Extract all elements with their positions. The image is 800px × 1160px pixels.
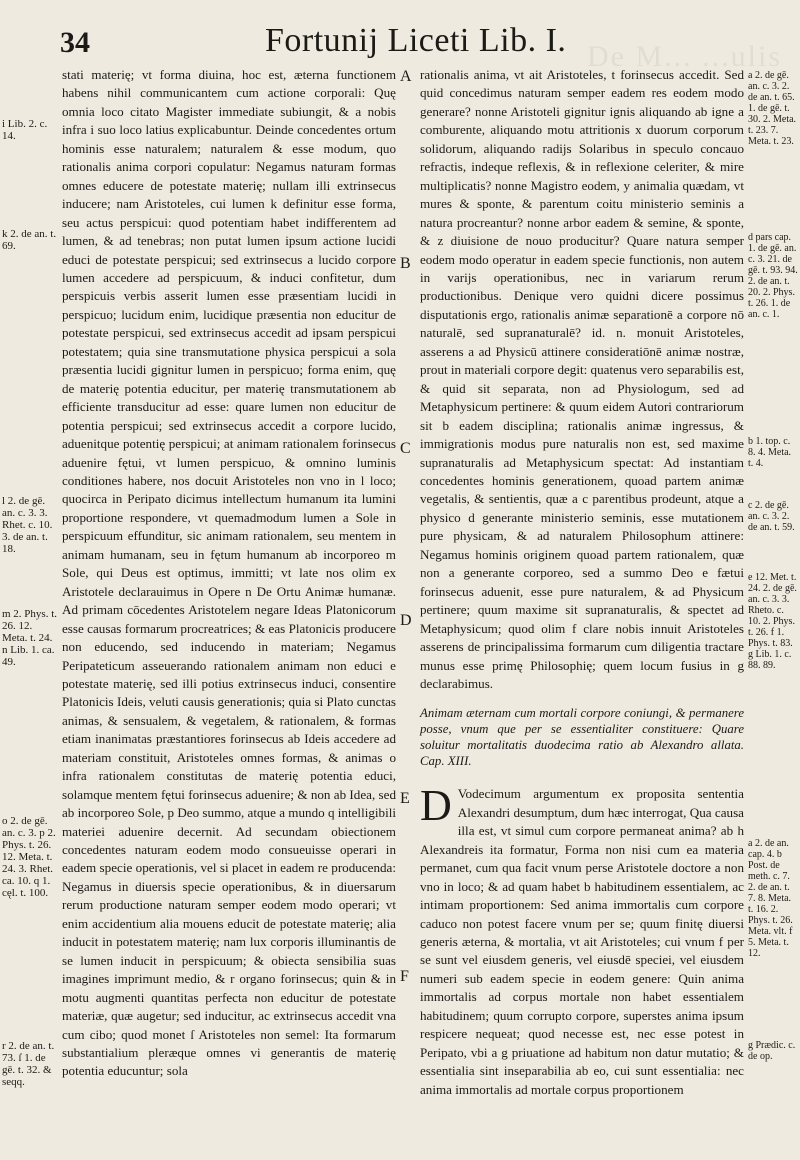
left-column-text: stati materię; vt forma diuina, hoc est, æterna functionem habens nihil communicantem cum actione corporali: Quę omnia loco citato Magister immediate subiungit, & a nobis infra i suo loco latius explicabuntur. Deinde concedentes ortum hominis esse naturalem; naturalem & esse modum, quo rationalis anima corpori copulatur: Negamus naturam formas omnes educere de potestate materię; nullam illi extrinsecus inducere; nam Aristoteles, cui lumen k definitur esse forma, seu actus perspicui: quod potentiam habet indifferentem ad lumen, & ad tenebras; non putat lumen ipsum actione lucidi educi de potestate perspicui; sed extrinsecus a lucido corpore lumen accedere ad perspicuum, & induci confitetur, dum perspicuis verbis asserit lumen esse præsentiam lucidi in perspicuo; lucidum enim, lucidique præsentia non educitur de potestate perspicui, sed extrinsecus accedit ad ipsam perspicui potestatem; quia sine transmutatione physica perspicui a sola præsentia lucidi gignitur lumen in perspicuo; forma enim, quę de materię potentia educitur, per materię transmutationem ab efficiente transducitur ad esse: quare lumen non educitur de potentia perspicui; sed extrinsecus accedit a corpore lucido, aduenitque potentię perspicui; at animam rationalem forinsecus aduenire fętui, vt lumen perspicuo, & omnino luminis conditiones habere, nos docuit Aristoteles non vno in l loco; quocirca in Peripato dicimus intellectum humanum ita lumini proportione respondere, vt quemadmodum lumen a Sole in perspicuum effunditur, sic animam rationalem, seu mentem in animam humanam, seu in fętum humanum ab incorporeo m Sole, qui Deus est optimus, immitti; vt late nos olim ex Aristotele declarauimus in Opere n De Ortu Animæ humanæ. Ad primam cōcedentes Aristotelem negare Ideas Platonicorum esse causas formarum procreatrices; & eas Platonicis producere non educendo, sed inducendo in materiam; Negamus Peripateticum asseuerando rationalem animam non educi e potestate materię, sed illi potius extrinsecus induci, consentire Platonicis Ideis, veluti causis generationis; quia si Plato cunctas animas, & sensualem, & vegetalem, & rationalem, & formas etiam inanimatas præstantiores forinsecus ab Ideis accedere ad materiam constituit, Aristoteles omnes formas, & animas o infra rationalem constitutas de materię potentia educi, solamque mentem fętui forinsecus aduenire; & non ab Idea, sed ab incorporeo Sole, p Deo summo, atque a mundo q intelligibili materiei aduenire decernit. Ad secundam obiectionem concedentes naturam eodem modo consueuisse operari in eadem specie operationis, vel si placet in eadem re producenda: Negamus in diuersis specie operationibus, & in diuersarum rerum productione naturam semper eodem modo operari; vt enim accidentium alia mouens educit de potestate materię; alia inducit in potestatem materię; nam lux corporis illuminantis de se lumen inducit in perspicuum; & obiecta sensibilia suas imagines imprimunt medio, & r organo forinsecus; quin & in motu augmenti quantitas perfecta non educitur de potestate materiæ, quæ augetur; sed inducitur, ac extrinsecus accedit vna cum cibo; quod monet ſ Aristoteles non semel: Ita formarum substantialium pleræque omnes vi generantis de materię potentia educuntur; sola — [62, 67, 396, 1079]
page-header — [60, 22, 680, 68]
margin-note: a 2. de an. cap. 4. b Post. de meth. c. 7. 2. de an. t. 7. 8. Meta. t. 16. 2. Phys. t. 26. Meta. vlt. f 5. Meta. t. 12. — [748, 838, 793, 959]
margin-note: r 2. de an. t. 73. ſ 1. de gē. t. 32. & seqq. — [2, 1040, 55, 1088]
margin-note: c 2. de gē. an. c. 3. 2. de an. t. 59. — [748, 500, 795, 533]
chapter-heading: Animam æternam cum mortali corpore coniungi, & permanere posse, vnum que per se essentialiter constituere: Quare soluitur mortalitatis duodecima ratio ab Alexandro allata. Cap. XIII. — [420, 706, 744, 769]
margin-note: m 2. Phys. t. 26. 12. Meta. t. 24. n Lib. 1. ca. 49. — [2, 608, 58, 668]
chapter-body: Vodecimum argumentum ex proposita sententia Alexandri desumptum, dum hæc interrogat, Qua causa illa est, vt simul cum corpore permaneat anima? ab h Alexandreis ita formatur, Forma non nisi cum ea materia permanet, cum qua facit vnum perse Aristotele doctore a non vno in loco; & ad quam habet b habitudinem essentialem, ac intimam proportionem: Sed anima immortalis cum corpore caduco non potest facere vnum per se; quum finitę diuersi generis æterna, & mortalia, vt ait Aristoteles; cui vnum f per se sunt vel eiusdem generis, vel eiusdē speciei, vel eiusdem numeri sub eadem specie in eodem genere: Quin anima immortalis ad corpus mortale non habet essentialem habitudinem; quum corrupto corpore, superstes anima ipsum respicere nequeat; quod necesse est, nec esse potest in Peripato, vbi a g priuatione ad habitum non datur mutatio; & essentialia sint inseparabilia ab eo, cui sunt essentialia: nec anima immortalis ad mortale corpus proportionem — [420, 786, 744, 1097]
section-letter: C — [400, 440, 411, 457]
margin-note: a 2. de gē. an. c. 3. 2. de an. t. 65. 1. de gē. t. 30. 2. Meta. t. 23. 7. Meta. t. 23. — [748, 70, 797, 147]
margin-note: o 2. de gē. an. c. 3. p 2. Phys. t. 26. 12. Meta. t. 24. 3. Rhet. ca. 10. q 1. cęl. t. 100. — [2, 815, 56, 899]
section-letter: A — [400, 68, 412, 85]
left-column — [62, 66, 396, 1081]
section-letter: F — [400, 968, 409, 985]
running-head: Fortunij Liceti Lib. I. — [265, 22, 567, 59]
margin-note: d pars cap. 1. de gē. an. c. 3. 21. de gē. t. 93. 94. 2. de an. t. 20. 2. Phys. t. 26. 1. de an. c. 1. — [748, 232, 798, 320]
page-number: 34 — [60, 26, 90, 59]
margin-note: g Prædic. c. de op. — [748, 1040, 796, 1062]
margin-note: i Lib. 2. c. 14. — [2, 118, 48, 142]
section-letter: E — [400, 790, 410, 807]
bleed-through-text: De M... ...ulis — [587, 40, 782, 73]
chapter-text — [420, 781, 744, 1099]
margin-note: e 12. Met. t. 24. 2. de gē. an. c. 3. 3. Rheto. c. 10. 2. Phys. t. 26. f 1. Phys. t. 83. g Lib. 1. c. 88. 89. — [748, 572, 797, 671]
margin-note: l 2. de gē. an. c. 3. 3. Rhet. c. 10. 3. de an. t. 18. — [2, 495, 53, 555]
right-column — [420, 66, 744, 1099]
section-letter: D — [400, 612, 412, 629]
section-letter: B — [400, 255, 411, 272]
margin-note: k 2. de an. t. 69. — [2, 228, 57, 252]
margin-note: b 1. top. c. 8. 4. Meta. t. 4. — [748, 436, 792, 469]
right-column-text: rationalis anima, vt ait Aristoteles, t forinsecus accedit. Sed quid concedimus naturam semper eadem res eodem modo generare? nonne Aristoteli gignitur ignis aliquando ab igne a comburente, aliquando motu attritionis x duorum corporum solidorum, aliquando radijs Solaribus in speculo concauo refractis, indeque reflexis, & in reflexione celeriter, & mire multiplicatis? nonne Magistro eodem, y animalia quædam, vt mures & sponte, & parentum coitu ministerio seminis a natura procreantur? nonne arbor eadem & semine, & sponte, & z diuisione de nouo producitur? Quare natura semper eodem modo operatur in eadem specie functionis, non autem in varijs operationibus, nec in variarum rerum productionibus. Denique vero quidni dicere possimus disputationis ergo, rationalis animæ separationē a corpore nō naturalē, sed supranaturalē? id. n. monuit Aristoteles, asserens a ad Physicū attinere consideratiōnē animæ nostræ, prout in materiali corpore degit: quatenus vero separabilis est, & quid sit separata, non ad Physiologum, sed ad Metaphysicum pertinere: & quum eidem Autori contrariorum sit b eadem disciplina; rationalis animæ ingressus, & immigrationis modus pure naturalis non est, sed maxime supranaturalis ad Metaphysicum spectat: Ad instantiam concedentes hominis generationem, quoad partem animæ vegetalis, & sentientis, quæ a c parentibus prodeunt, atque a physico d generante ministerio seminis, esse mutationem pure physicam, & ad naturalem Philosophum attinere: Negamus hominis originem quoad partem rationalem, quæ non a generante corporeo, sed a summo Deo e fætui forinsecus aduenit, esse pure naturalem, & ad Physicum pertinere; quum maxime sit supranaturalis, & spectet ad Metaphysicum; quod olim f clare nobis innuit Aristoteles asserens de principalissima formarum cum diligentia tractare munus esse primę Philosophię; quem locum fusius in g declarabimus. — [420, 67, 744, 691]
drop-cap: D — [420, 781, 452, 831]
